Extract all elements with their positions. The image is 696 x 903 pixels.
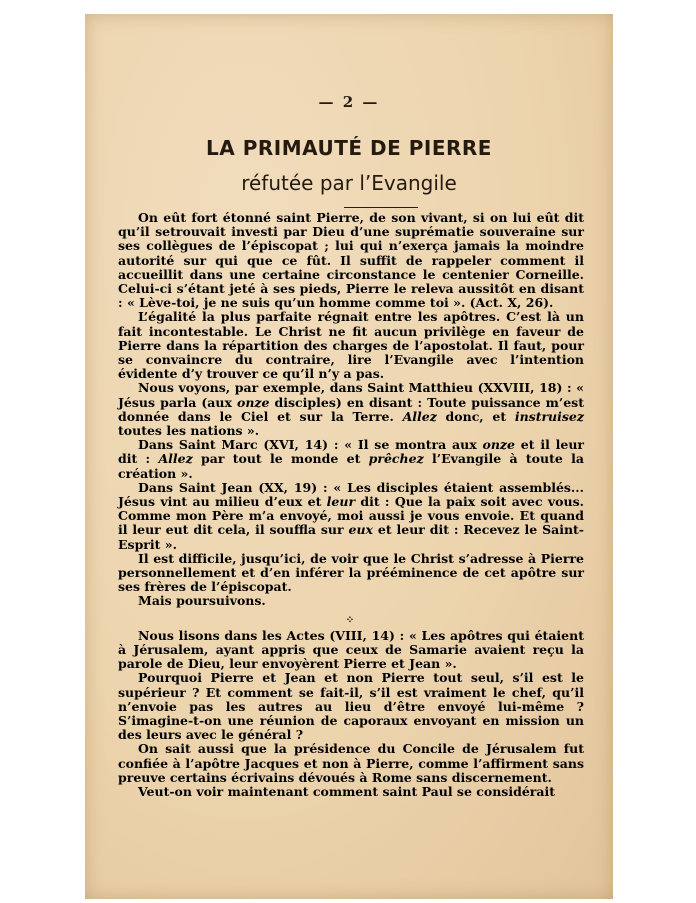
article-body	[118, 211, 584, 799]
paragraph-3: Nous voyons, par exemple, dans Saint Matthieu (XXVIII, 18) : « Jésus parla (aux onze disciples) en disant : Toute puissance m’est donnée dans le Ciel et sur la Terre. Allez donc, et instruisez toutes les nations ».	[118, 380, 584, 439]
page-number: — 2 —	[318, 93, 380, 111]
paragraph-5: Dans Saint Jean (XX, 19) : « Les disciples étaient assemblés... Jésus vint au milieu d’eux et leur dit : Que la paix soit avec vous. Comme mon Père m’a envoyé, moi aussi je vous envoie. Et quand il leur eut dit cela, il souffla sur eux et leur dit : Recevez le Saint-Esprit ».	[118, 479, 584, 552]
paragraph-10: On sait aussi que la présidence du Concile de Jérusalem fut confiée à l’apôtre Jacques et non à Pierre, comme l’affirment sans preuve certains écrivains dévoués à Rome sans discernement.	[118, 741, 584, 785]
page-title: LA PRIMAUTÉ DE PIERRE	[206, 136, 492, 160]
paragraph-8: Nous lisons dans les Actes (VIII, 14) : « Les apôtres qui étaient à Jérusalem, ayant appris que ceux de Samarie avaient reçu la parole de Dieu, leur envoyèrent Pierre et Jean ».	[118, 627, 584, 672]
section-separator: ⁘	[345, 614, 357, 626]
title-divider	[344, 207, 418, 208]
paragraph-11: Veut-on voir maintenant comment saint Paul se considérait	[138, 783, 555, 799]
paragraph-7: Mais poursuivons.	[138, 593, 266, 609]
paragraph-1: On eût fort étonné saint Pierre, de son vivant, si on lui eût dit qu’il setrouvait investi par Dieu d’une suprématie souveraine sur ses collègues de l’épiscopat ; lui qui n’exerça jamais la moindre autorité sur qui que ce fût. Il suffit de rappeler comment il accueillit dans une certaine circonstance le centenier Corneille. Celui-ci s’étant jeté à ses pieds, Pierre le releva aussitôt en disant : « Lève-toi, je ne suis qu’un homme comme toi ». (Act. X, 26).	[118, 210, 584, 311]
paragraph-6: Il est difficile, jusqu’ici, de voir que le Christ s’adresse à Pierre personnellement et d’en inférer la prééminence de cet apôtre sur ses frères de l’épiscopat.	[118, 550, 584, 595]
paragraph-2: L’égalité la plus parfaite régnait entre les apôtres. C’est là un fait incontestable. Le Christ ne fit aucun privilège en faveur de Pierre dans la répartition des charges de l’apostolat. Il faut, pour se convaincre du contraire, lire l’Evangile avec l’intention évidente d’y trouver ce qu’il n’y a pas.	[118, 309, 584, 382]
page-subtitle: réfutée par l’Evangile	[241, 171, 457, 195]
paragraph-9: Pourquoi Pierre et Jean et non Pierre tout seul, s’il est le supérieur ? Et comment se fait-il, s’il est vraiment le chef, qu’il n’envoie pas les autres au lieu d’être envoyé lui-même ? S’imagine-t-on une réunion de caporaux envoyant en mission un des leurs avec le général ?	[118, 670, 584, 743]
paragraph-4: Dans Saint Marc (XVI, 14) : « Il se montra aux onze et il leur dit : Allez par tout le monde et prêchez l’Evangile à toute la création ».	[118, 437, 585, 481]
